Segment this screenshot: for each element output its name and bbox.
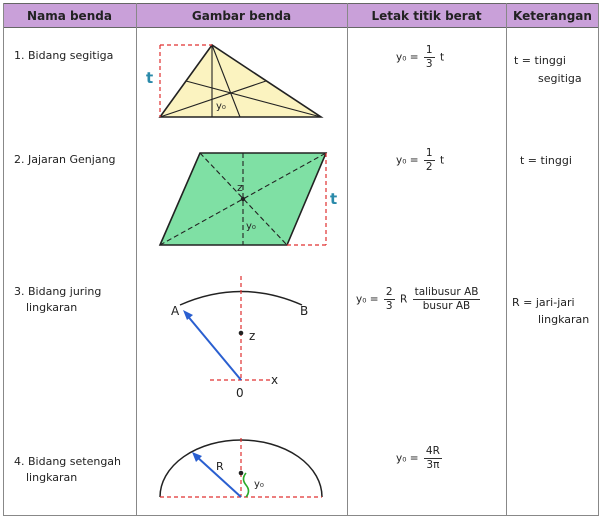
y0-label: y₀ bbox=[246, 221, 256, 232]
origin-label: 0 bbox=[236, 386, 244, 400]
formula-jajaran-genjang: y₀ = $\frac{1}{2}$ t bbox=[396, 147, 445, 173]
header-keterangan: Keterangan bbox=[506, 3, 599, 28]
note-segitiga-2: segitiga bbox=[538, 72, 582, 85]
parallelogram-figure bbox=[140, 143, 345, 253]
z-label: z bbox=[237, 181, 243, 194]
radius-label: R bbox=[216, 460, 224, 473]
y0-label: y₀ bbox=[216, 101, 226, 112]
row-name-setengah-1: 4. Bidang setengah bbox=[14, 455, 122, 468]
semicircle-figure bbox=[140, 432, 345, 504]
row-name-segitiga: 1. Bidang segitiga bbox=[14, 49, 114, 62]
header-letak-titik-berat: Letak titik berat bbox=[347, 3, 506, 28]
note-jajaran-genjang: t = tinggi bbox=[520, 154, 572, 167]
formula-setengah: y₀ = $\frac{4R}{3\pi}$ bbox=[396, 445, 440, 471]
header-gambar-benda: Gambar benda bbox=[136, 3, 347, 28]
row-name-jajaran-genjang: 2. Jajaran Genjang bbox=[14, 153, 116, 166]
triangle-figure bbox=[140, 36, 340, 126]
note-juring-1: R = jari-jari bbox=[512, 296, 575, 309]
row-name-setengah-2: lingkaran bbox=[26, 471, 78, 484]
grid-line bbox=[136, 3, 137, 516]
formula-segitiga: y₀ = $\frac{1}{3}$ t bbox=[396, 44, 445, 70]
z-label: z bbox=[249, 329, 256, 343]
grid-line bbox=[598, 3, 599, 516]
point-a-label: A bbox=[171, 304, 180, 318]
row-name-juring-2: lingkaran bbox=[26, 301, 78, 314]
note-segitiga-1: t = tinggi bbox=[514, 54, 566, 67]
grid-line bbox=[3, 515, 599, 516]
grid-line bbox=[506, 3, 507, 516]
header-nama-benda: Nama benda bbox=[3, 3, 136, 28]
y0-label: y₀ bbox=[254, 479, 264, 490]
point-b-label: B bbox=[300, 304, 309, 318]
sector-figure bbox=[140, 270, 345, 402]
note-juring-2: lingkaran bbox=[538, 313, 590, 326]
height-label: t bbox=[330, 190, 338, 208]
grid-line bbox=[3, 3, 4, 516]
grid-line bbox=[347, 3, 348, 516]
formula-juring: y₀ = $\frac{2}{3}$ R $\frac{\text{talibusur AB}}{\text{busur AB}}$ bbox=[356, 286, 479, 312]
row-name-juring-1: 3. Bidang juring bbox=[14, 285, 102, 298]
x-label: x bbox=[271, 373, 279, 387]
height-label: t bbox=[146, 69, 154, 87]
